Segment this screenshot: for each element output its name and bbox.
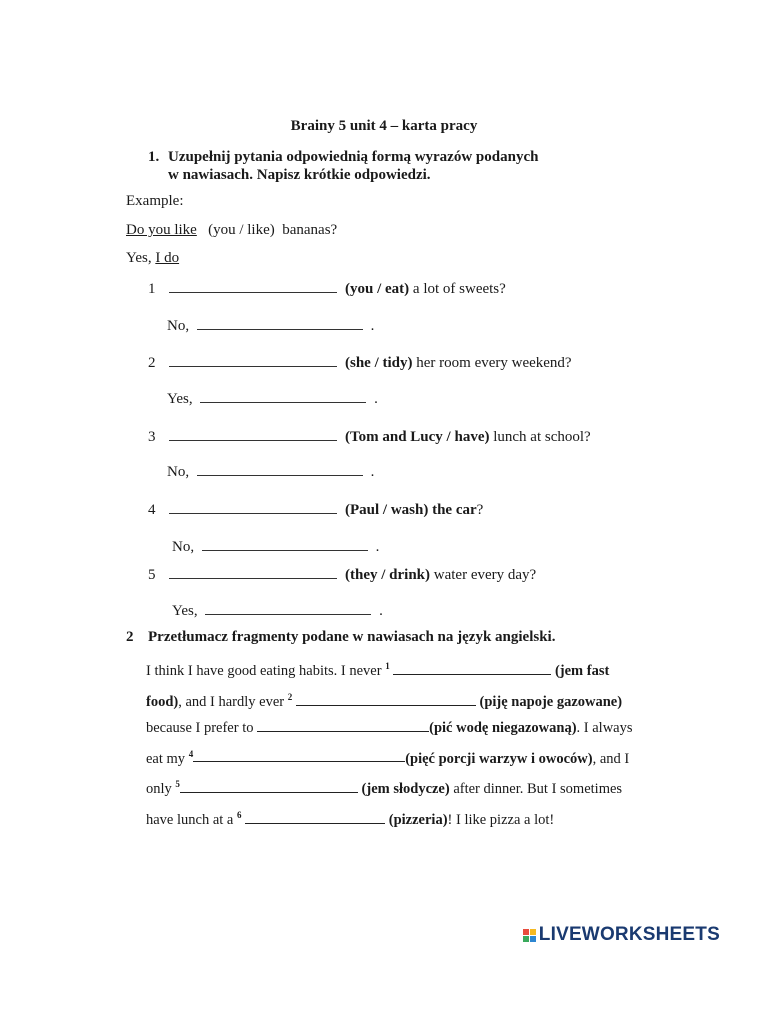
paragraph-text: I think I have good eating habits. I never bbox=[146, 662, 382, 679]
paragraph-text: after dinner. But I sometimes have lunch at a bbox=[146, 781, 623, 829]
short-answer-prefix: No, bbox=[172, 539, 195, 555]
task2-number: 2 bbox=[126, 629, 134, 645]
question-prompt: (they / drink) bbox=[345, 567, 431, 583]
task1-number: 1. bbox=[148, 149, 160, 165]
question-rest: ? bbox=[476, 502, 484, 518]
question-prompt: (she / tidy) bbox=[345, 355, 413, 371]
answer-dot: . bbox=[374, 391, 378, 407]
translation-blank-1[interactable] bbox=[393, 662, 551, 675]
short-answer-blank[interactable] bbox=[197, 461, 363, 476]
gap-hint: (pić wodę niegazowaną) bbox=[429, 719, 577, 736]
question-prompt: (Paul / wash) the car bbox=[345, 502, 477, 518]
question-answer-blank[interactable] bbox=[169, 352, 337, 367]
question-prompt: (you / eat) bbox=[345, 281, 410, 297]
question-number: 5 bbox=[148, 567, 156, 583]
example-prompt: (you / like) bbox=[208, 222, 275, 238]
question-answer-blank[interactable] bbox=[169, 426, 337, 441]
answer-row-4 bbox=[172, 536, 379, 556]
translation-paragraph bbox=[146, 653, 636, 833]
question-rest: her room every weekend? bbox=[416, 355, 572, 371]
question-number: 2 bbox=[148, 355, 156, 371]
short-answer-blank[interactable] bbox=[202, 536, 368, 551]
question-answer-blank[interactable] bbox=[169, 278, 337, 293]
question-answer-blank[interactable] bbox=[169, 564, 337, 579]
translation-blank-5[interactable] bbox=[180, 780, 358, 793]
paragraph-text: . I always eat my bbox=[146, 719, 633, 767]
liveworksheets-logo-icon bbox=[523, 929, 536, 942]
question-row-4 bbox=[148, 499, 483, 519]
example-answer-prefix: Yes, bbox=[126, 250, 152, 266]
question-number: 3 bbox=[148, 429, 156, 445]
question-rest: water every day? bbox=[433, 567, 537, 583]
gap-number: 6 bbox=[237, 810, 242, 821]
example-answer bbox=[126, 250, 179, 267]
question-rest: a lot of sweets? bbox=[412, 281, 506, 297]
question-number: 4 bbox=[148, 502, 156, 518]
paragraph-text: ! I like pizza a lot! bbox=[447, 812, 555, 829]
answer-dot: . bbox=[379, 603, 383, 619]
liveworksheets-logo bbox=[523, 924, 720, 946]
question-row-3 bbox=[148, 426, 591, 446]
question-row-5 bbox=[148, 564, 536, 584]
question-row-1 bbox=[148, 278, 506, 298]
short-answer-blank[interactable] bbox=[200, 388, 366, 403]
page-title: Brainy 5 unit 4 – karta pracy bbox=[290, 118, 478, 134]
gap-hint: (jem słodycze) bbox=[361, 781, 450, 798]
answer-dot: . bbox=[375, 539, 380, 555]
task1-instruction-line2: w nawiasach. Napisz krótkie odpowiedzi. bbox=[168, 167, 431, 183]
gap-number: 4 bbox=[188, 748, 194, 759]
translation-blank-6[interactable] bbox=[245, 811, 385, 824]
paragraph-text: , and I only bbox=[146, 750, 630, 798]
translation-blank-4[interactable] bbox=[193, 749, 405, 762]
answer-row-3 bbox=[167, 461, 374, 481]
short-answer-prefix: Yes, bbox=[167, 391, 193, 407]
gap-hint: (pięć porcji warzyw i owoców) bbox=[405, 750, 593, 767]
answer-row-1 bbox=[167, 315, 374, 335]
answer-row-2 bbox=[167, 388, 378, 408]
translation-blank-2[interactable] bbox=[296, 693, 476, 706]
gap-hint: (piję napoje gazowane) bbox=[479, 693, 623, 710]
translation-blank-3[interactable] bbox=[257, 719, 429, 732]
question-rest: lunch at school? bbox=[493, 429, 591, 445]
task2-instruction: Przetłumacz fragmenty podane w nawiasach na język angielski. bbox=[148, 629, 556, 645]
gap-number: 2 bbox=[287, 691, 293, 702]
answer-row-5 bbox=[172, 600, 383, 620]
gap-hint: (jem fast food) bbox=[146, 662, 610, 710]
logo-text: LIVEWORKSHEETS bbox=[538, 924, 720, 945]
short-answer-prefix: Yes, bbox=[172, 603, 198, 619]
question-answer-blank[interactable] bbox=[169, 499, 337, 514]
gap-hint: (pizzeria) bbox=[388, 812, 448, 829]
short-answer-prefix: No, bbox=[167, 318, 190, 334]
paragraph-text: , and I hardly ever bbox=[178, 693, 285, 710]
gap-number: 5 bbox=[175, 779, 180, 790]
short-answer-prefix: No, bbox=[167, 464, 190, 480]
gap-number: 1 bbox=[385, 661, 390, 671]
example-rest: bananas? bbox=[282, 222, 338, 238]
example-answer-underlined: I do bbox=[155, 250, 180, 266]
task1-instruction-line1: Uzupełnij pytania odpowiednią formą wyrazów podanych bbox=[168, 149, 539, 165]
answer-dot: . bbox=[370, 318, 375, 334]
example-label: Example: bbox=[126, 193, 184, 209]
paragraph-text: because I prefer to bbox=[146, 719, 254, 736]
question-prompt: (Tom and Lucy / have) bbox=[345, 429, 490, 445]
question-row-2 bbox=[148, 352, 572, 372]
example-question bbox=[126, 222, 337, 239]
answer-dot: . bbox=[370, 464, 375, 480]
question-number: 1 bbox=[148, 281, 156, 297]
example-underlined: Do you like bbox=[126, 222, 197, 238]
short-answer-blank[interactable] bbox=[205, 600, 371, 615]
short-answer-blank[interactable] bbox=[197, 315, 363, 330]
